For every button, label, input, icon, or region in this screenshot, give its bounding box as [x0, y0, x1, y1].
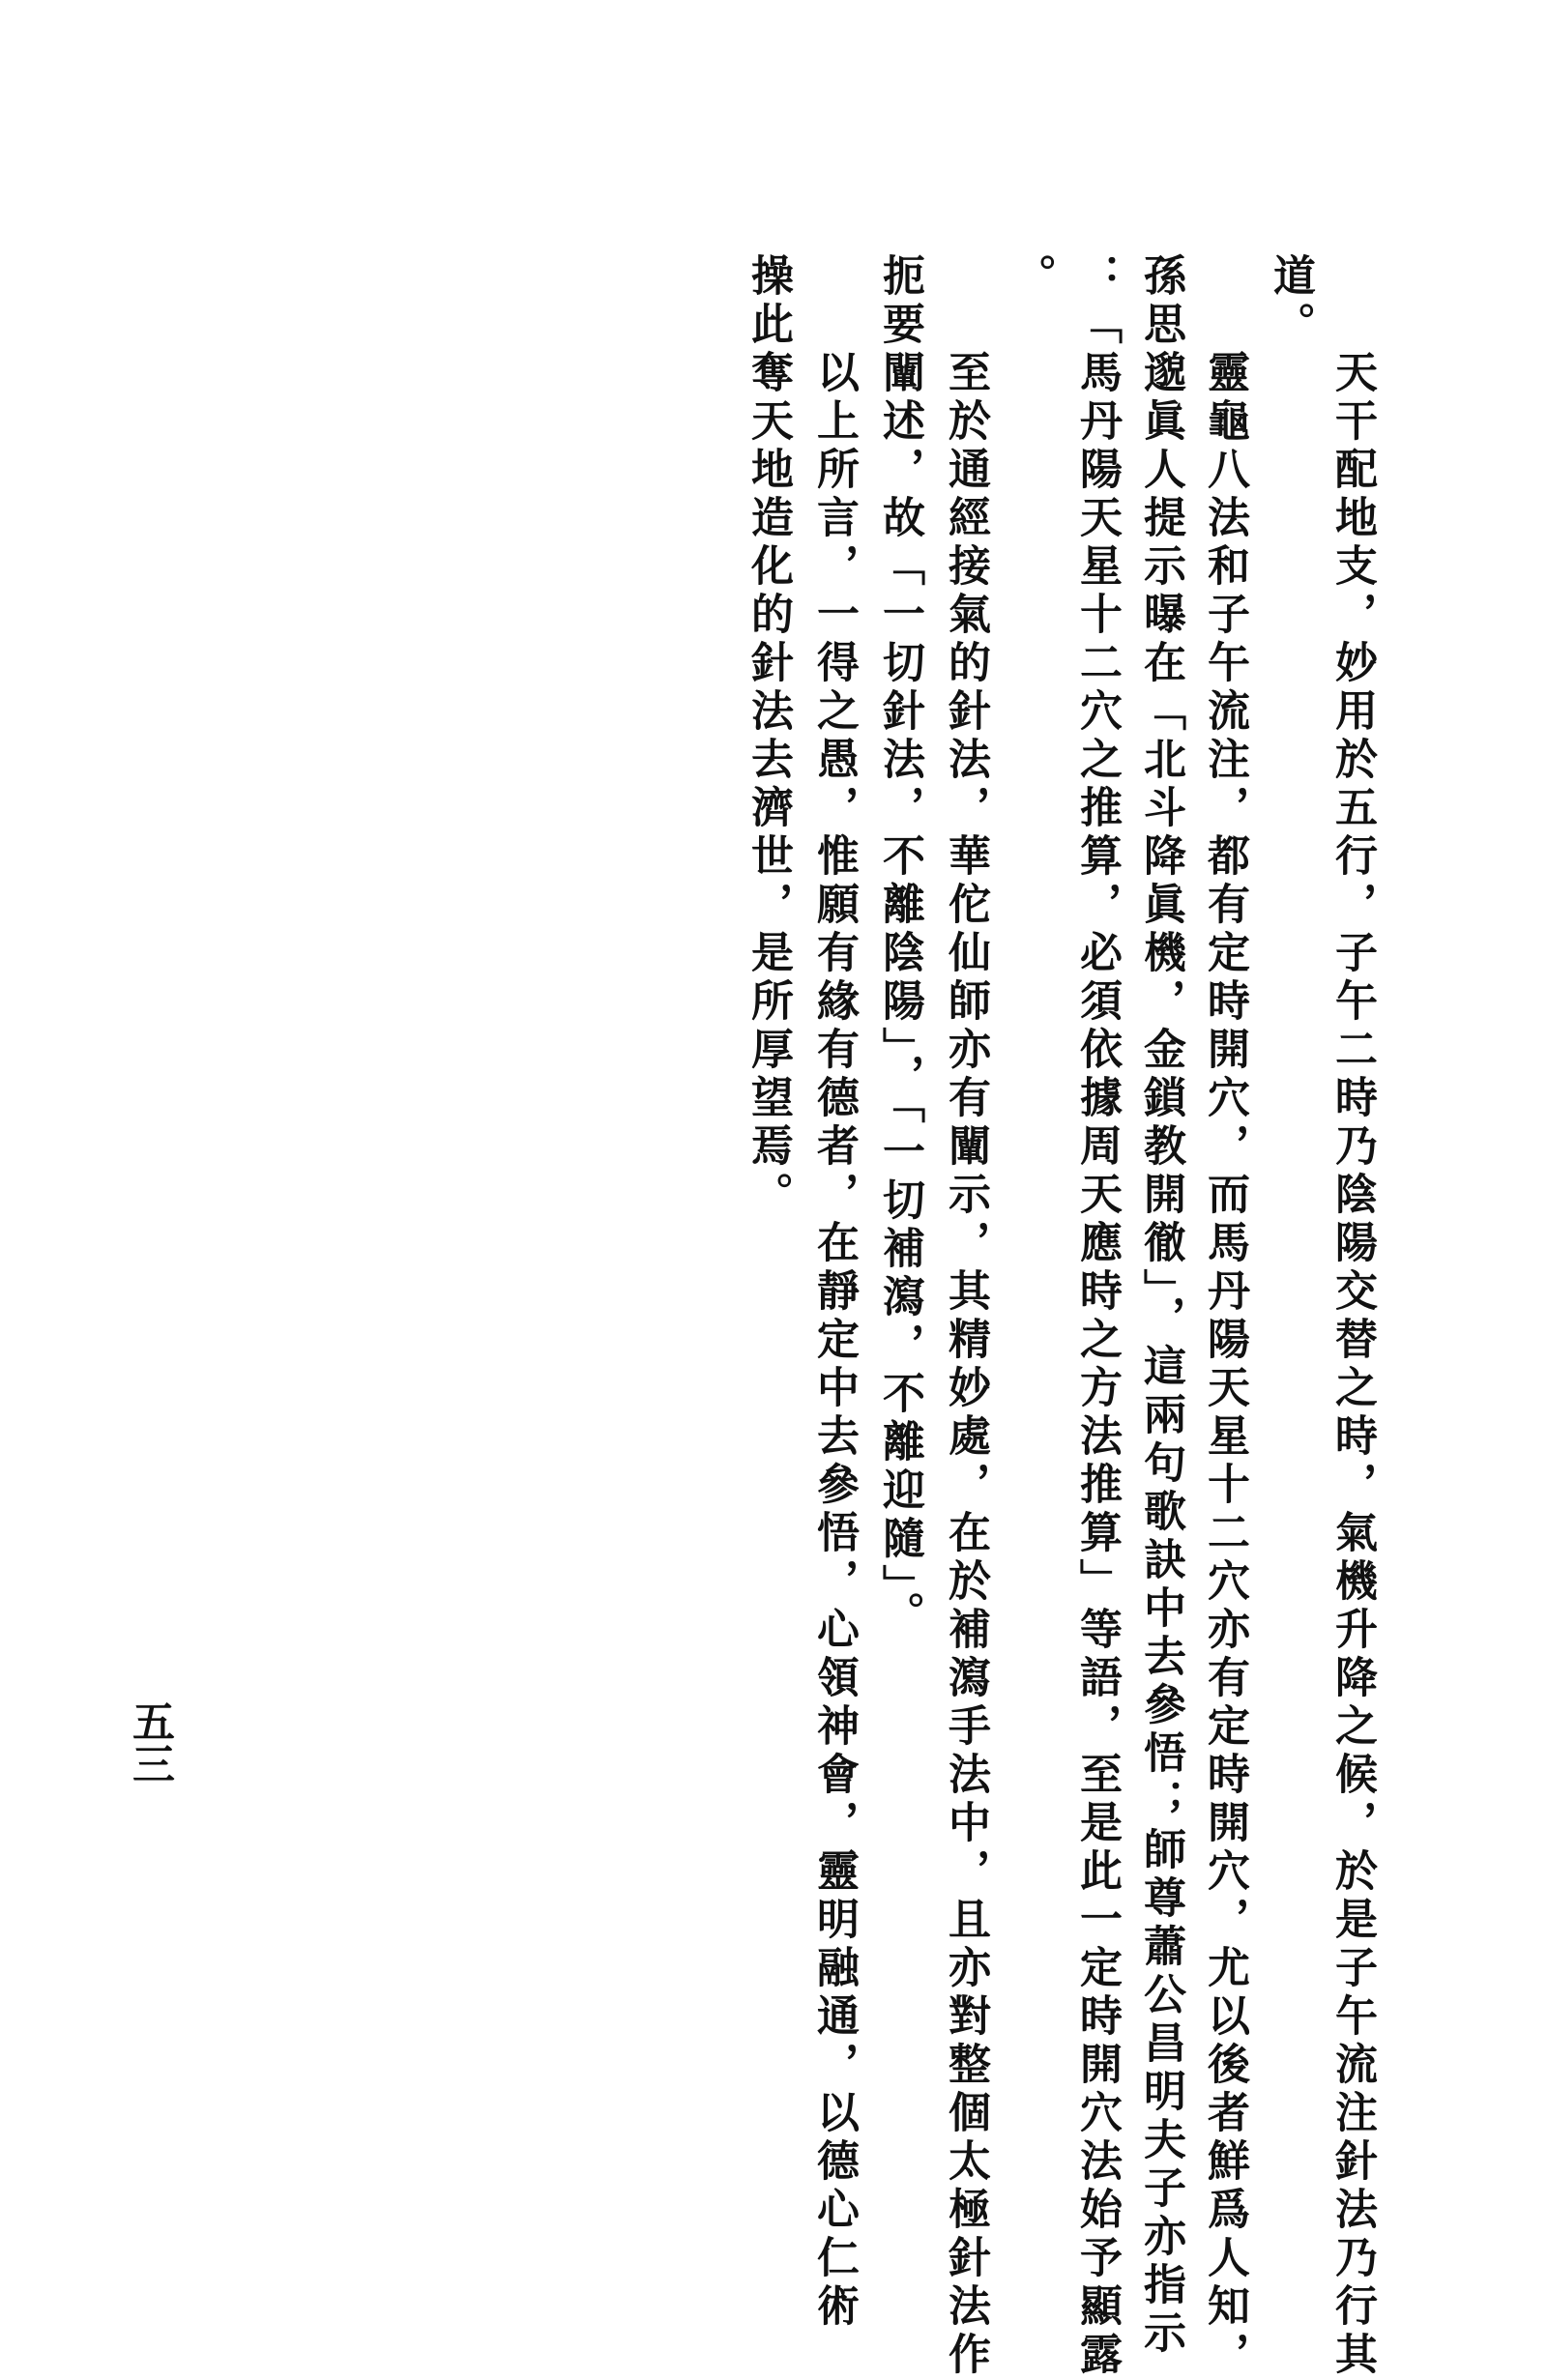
text-column-3: 靈龜八法和子午流注，都有定時開穴，而馬丹陽天星十二穴亦有定時開穴，尤以後者鮮爲人知，: [1200, 350, 1249, 2380]
text-column-4: 孫思邈眞人提示曝在「北斗降眞機，金鎖教開徹」，這兩句歌訣中去參悟；師尊蕭公昌明夫子亦指示: [1136, 253, 1185, 2359]
text-column-9: 以上所言，一得之愚，惟願有緣有德者，在靜定中去參悟，心領神會，靈明融通，以德心仁術: [809, 350, 859, 2332]
text-column-2: 道。: [1266, 253, 1315, 350]
text-column-5: ：「馬丹陽天星十二穴之推算，必須依據周天應時之方法推算」等語，至是此一定時開穴法始予顯露: [1072, 253, 1122, 2380]
text-column-8: 扼要闡述，故「一切針法，不離陰陽」，「一切補瀉，不離迎隨」。: [875, 253, 924, 1640]
text-column-6: 。: [1007, 253, 1056, 302]
text-column-7: 至於通經接氣的針法，華佗仙師亦有闡示，其精妙處，在於補瀉手法中，且亦對整個太極針法作: [941, 350, 990, 2380]
text-column-1: 天干配地支，妙用於五行，子午二時乃陰陽交替之時，氣機升降之候，於是子午流注針法乃行其: [1328, 350, 1377, 2380]
text-column-10: 操此奪天地造化的針法去濟世，是所厚望焉。: [744, 253, 793, 1220]
page-number: 五三: [125, 1699, 174, 1785]
